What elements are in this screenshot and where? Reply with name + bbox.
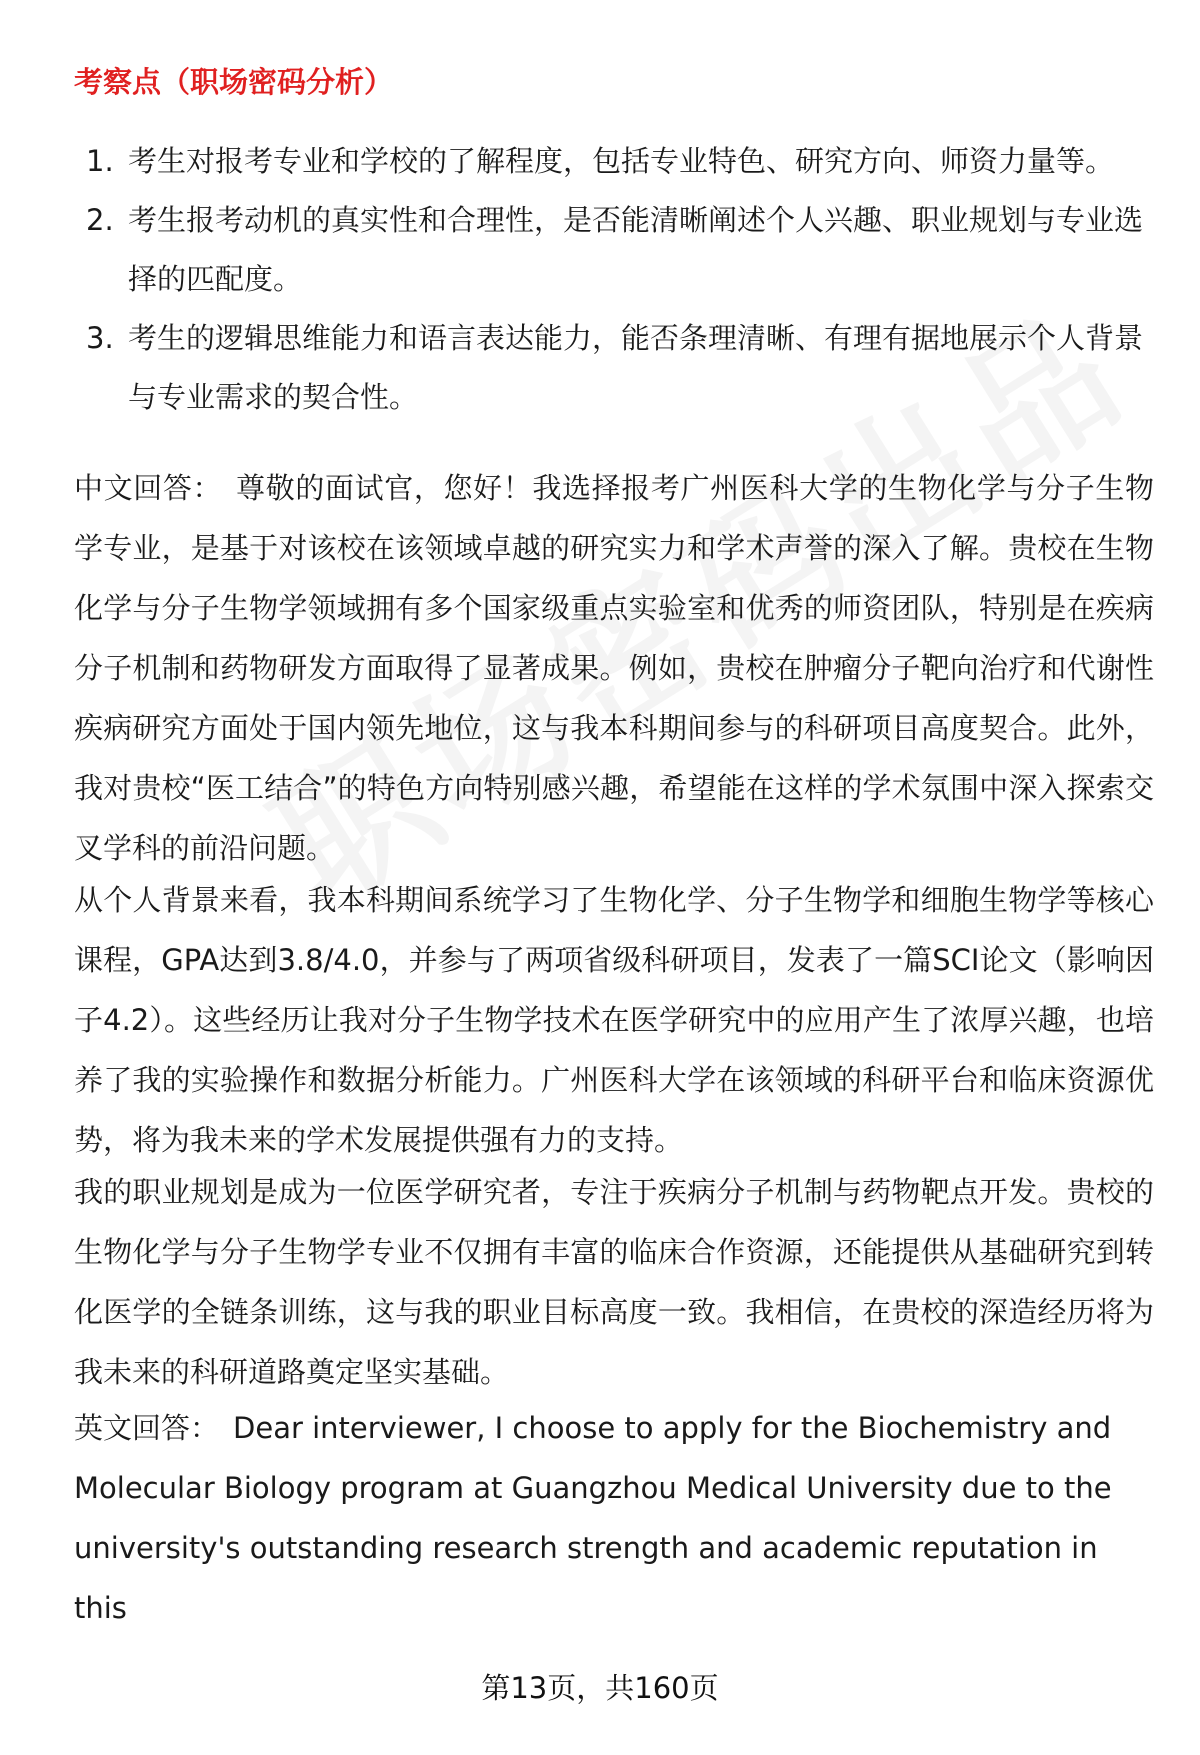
list-item-number: 2. [86,203,114,237]
chinese-answer-paragraph-3 [74,1162,1154,1402]
list-item-text: 考生报考动机的真实性和合理性，是否能清晰阐述个人兴趣、职业规划与专业选择的匹配度。 [128,203,1144,296]
list-item-number: 1. [86,144,114,178]
chinese-answer-label: 中文回答： [74,471,223,505]
paragraph-text: Dear interviewer, I choose to apply for the Biochemistry and Molecular Biology program at Guangzhou Medical University due to the university's outstanding research strength and academic reputation in this [74,1411,1112,1625]
english-answer-label: 英文回答： [74,1411,220,1445]
list-item-number: 3. [86,321,114,355]
chinese-answer-paragraph-2 [74,870,1154,1170]
list-item-text: 考生的逻辑思维能力和语言表达能力，能否条理清晰、有理有据地展示个人背景与专业需求的契合性。 [128,321,1144,414]
paragraph-text: 尊敬的面试官，您好！我选择报考广州医科大学的生物化学与分子生物学专业，是基于对该校在该领域卓越的研究实力和学术声誉的深入了解。贵校在生物化学与分子生物学领域拥有多个国家级重点实验室和优秀的师资团队，特别是在疾病分子机制和药物研发方面取得了显著成果。例如，贵校在肿瘤分子靶向治疗和代谢性疾病研究方面处于国内领先地位，这与我本科期间参与的科研项目高度契合。此外，我对贵校“医工结合”的特色方向特别感兴趣，希望能在这样的学术氛围中深入探索交叉学科的前沿问题。 [74,471,1154,865]
assessment-points-list [74,132,1144,427]
list-item [74,309,1144,427]
page-number: 第13页，共160页 [481,1671,719,1705]
paragraph-text: 我的职业规划是成为一位医学研究者，专注于疾病分子机制与药物靶点开发。贵校的生物化学与分子生物学专业不仅拥有丰富的临床合作资源，还能提供从基础研究到转化医学的全链条训练，这与我的职业目标高度一致。我相信，在贵校的深造经历将为我未来的科研道路奠定坚实基础。 [74,1175,1154,1389]
english-answer-paragraph [74,1398,1154,1638]
list-item-text: 考生对报考专业和学校的了解程度，包括专业特色、研究方向、师资力量等。 [128,144,1115,178]
list-item [74,191,1144,309]
paragraph-text: 从个人背景来看，我本科期间系统学习了生物化学、分子生物学和细胞生物学等核心课程，GPA达到3.8/4.0，并参与了两项省级科研项目，发表了一篇SCI论文（影响因子4.2）。这些经历让我对分子生物学技术在医学研究中的应用产生了浓厚兴趣，也培养了我的实验操作和数据分析能力。广州医科大学在该领域的科研平台和临床资源优势，将为我未来的学术发展提供强有力的支持。 [74,883,1154,1157]
list-item [74,132,1144,191]
chinese-answer-paragraph-1 [74,458,1154,878]
section-title: 考察点（职场密码分析） [74,65,394,99]
